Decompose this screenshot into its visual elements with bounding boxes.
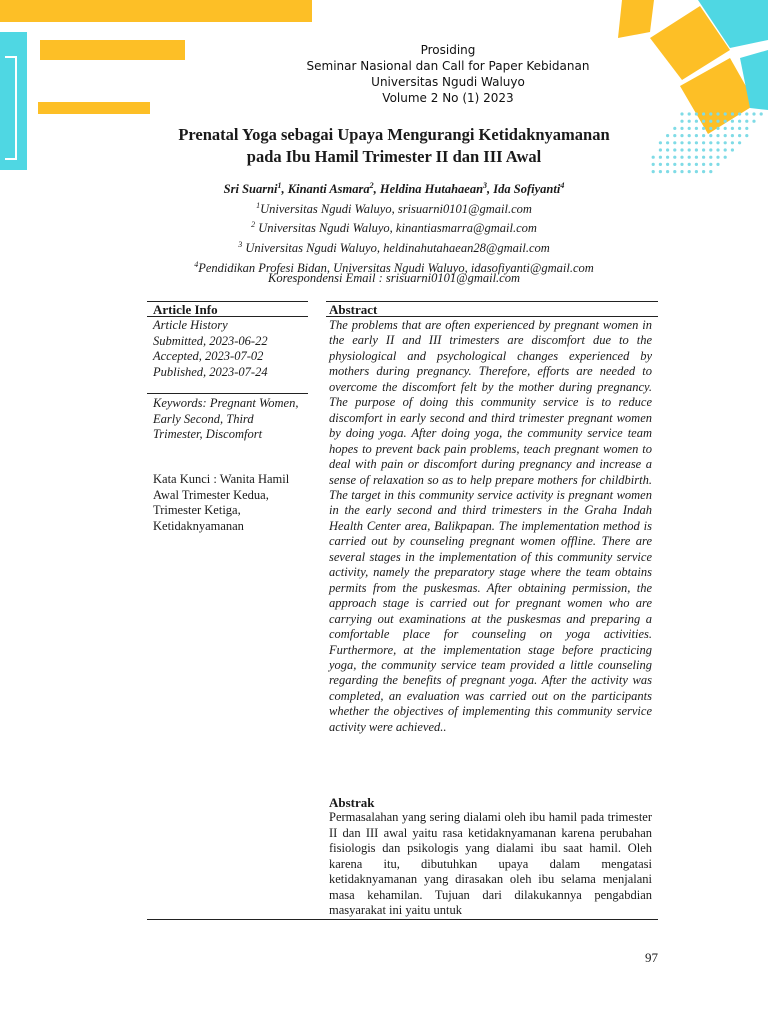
keywords: Keywords: Pregnant Women, Early Second, Third Trimester, Discomfort xyxy=(153,396,299,441)
title-line: Prenatal Yoga sebagai Upaya Mengurangi Ketidaknyamanan xyxy=(178,125,610,144)
author-name: Kinanti Asmara xyxy=(287,182,370,197)
top-yellow-bar xyxy=(0,0,312,22)
affiliation-sup: 1 xyxy=(256,200,261,210)
affiliation-sup: 2 xyxy=(251,220,256,230)
abstract-heading: Abstract xyxy=(329,302,378,317)
author-names: Sri Suarni$^1$, Kinanti Asmara$^2$, Heldina Hutahaean$^3$, Ida Sofiyanti$^4$ xyxy=(223,181,565,197)
affiliation xyxy=(140,217,648,237)
affiliation-sup: 4 xyxy=(194,259,199,269)
abstract-text: The problems that are often experienced by pregnant women in the early II and III trimesters are discomfort due to the physiological and psychological changes experienced by mothers during pregnancy. Therefore, efforts are needed to overcome the discomfort felt by the mother during pregnancy. The purpose of doing this community service is to reduce discomfort in early second and third trimester pregnant women by doing yoga. After doing yoga, the community service team hopes to prevent back pain problems, teach pregnant women to deal with pain or discomfort during pregnancy and increase a sense of relaxation so as to help prepare mothers for childbirth. The target in this community service activity is pregnant women in the early second and third trimesters in the Graha Indah Health Center area, Balikpapan. The implementation method is carried out by counseling pregnant women offline. There are several stages in the implementation of this community service activity, namely the preparatory stage where the team obtains permits from the puskesmas. After obtaining permission, the approach stage is carried out for pregnant women who are carrying out examinations at the puskesmas and preparing a comfortable place for counseling on yoga activities. Furthermore, at the implementation stage before practicing yoga, the community service team provided a little counseling regarding the benefits of pregnant yoga. After the activity was completed, an evaluation was carried out on the participants whether the objectives of implementing this community service activity were achieved.. xyxy=(329,318,652,734)
paper-title xyxy=(140,124,648,168)
keywords-rule xyxy=(147,393,308,394)
kata-kunci: Kata Kunci : Wanita Hamil Awal Trimester Kedua, Trimester Ketiga, Ketidaknyamanan xyxy=(153,472,290,533)
affiliation-text: Universitas Ngudi Waluyo, heldinahutahaean28@gmail.com xyxy=(242,241,550,256)
bottom-rule xyxy=(147,919,658,920)
affiliation xyxy=(140,198,648,218)
author-sup: 4 xyxy=(560,181,565,190)
affiliation-sup: 3 xyxy=(238,239,243,249)
affiliation xyxy=(140,237,648,257)
university-name: Universitas Ngudi Waluyo xyxy=(371,75,525,89)
left-yellow-bar xyxy=(40,40,185,60)
author-name: Sri Suarni xyxy=(223,182,278,197)
author-sup: 3 xyxy=(483,181,488,190)
dot-triangle xyxy=(640,110,768,180)
abstrak-body xyxy=(329,810,652,919)
proceedings-label: Prosiding xyxy=(420,43,476,57)
left-cyan-panel xyxy=(0,32,27,170)
abstrak-text: Permasalahan yang sering dialami oleh ibu hamil pada trimester II dan III awal yaitu rasa ketidaknyamanan karena perubahan fisiologis dan psikologis yang dialami ibu saat hamil. Oleh karena itu, dibutuhkan upaya dalam mengatasi ketidaknyamanan yang dirasakan oleh ibu selama menjalani masa kehamilan. Tujuan dari dilakukannya pengabdian masyarakat ini yaitu untuk xyxy=(329,810,652,917)
article-history xyxy=(153,318,303,380)
seminar-name: Seminar Nasional dan Call for Paper Kebidanan xyxy=(306,59,590,73)
author-sup: 1 xyxy=(277,181,282,190)
submitted-date: Submitted, 2023-06-22 xyxy=(153,333,268,348)
published-date: Published, 2023-07-24 xyxy=(153,364,268,379)
affiliation-text: Pendidikan Profesi Bidan, Universitas Ngudi Waluyo, idasofiyanti@gmail.com xyxy=(198,260,594,275)
author-sup: 2 xyxy=(369,181,374,190)
affiliation-text: Universitas Ngudi Waluyo, kinantiasmarra@gmail.com xyxy=(255,221,537,236)
affiliation-text: Universitas Ngudi Waluyo, srisuarni0101@gmail.com xyxy=(260,201,532,216)
left-yellow-strip xyxy=(38,102,150,114)
title-line: pada Ibu Hamil Trimester II dan III Awal xyxy=(246,147,542,166)
article-info-heading: Article Info xyxy=(153,302,218,317)
abstrak-heading: Abstrak xyxy=(329,795,375,810)
author-name: Ida Sofiyanti xyxy=(493,182,561,197)
correspondence-email: Korespondensi Email : srisuarni0101@gmail.com xyxy=(267,271,520,285)
volume-info: Volume 2 No (1) 2023 xyxy=(382,91,514,105)
page-number: 97 xyxy=(645,950,658,965)
accepted-date: Accepted, 2023-07-02 xyxy=(153,349,264,363)
author-block xyxy=(140,178,648,276)
history-label: Article History xyxy=(153,318,228,332)
proceedings-header xyxy=(190,42,706,106)
author-name: Heldina Hutahaean xyxy=(379,182,484,197)
